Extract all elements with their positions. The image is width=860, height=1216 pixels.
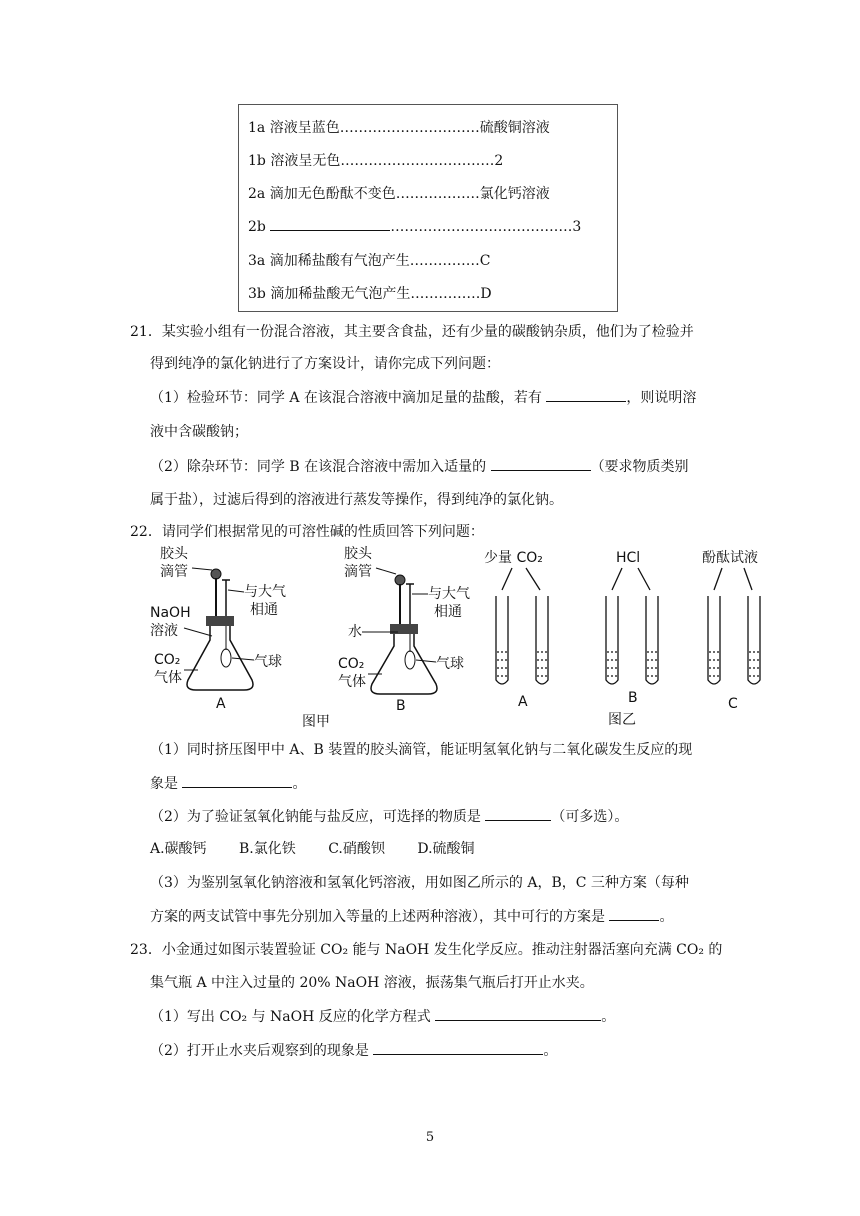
q21-part2-line1: （2）除杂环节：同学 B 在该混合溶液中需加入适量的 （要求物质类别 (150, 456, 689, 477)
q21-part1-line2: 液中含碳酸钠； (150, 424, 248, 440)
q22-blank-2[interactable] (485, 806, 551, 821)
fig-jia-caption: 图甲 (302, 714, 330, 730)
q22-blank-1[interactable] (182, 773, 292, 788)
q22-options (150, 839, 475, 859)
q21-blank-2[interactable] (491, 456, 591, 471)
fig-tubes-phenolphthalein-label: 酚酞试液 (702, 550, 758, 566)
fig-tubes-co2-label: 少量 CO₂ (484, 550, 543, 566)
apparatus-b (338, 545, 470, 714)
key-row-3a: 3a 滴加稀盐酸有气泡产生……………C (248, 253, 491, 269)
fig-tubes-b-label: B (628, 690, 638, 706)
fig-a-gas-label: 气体 (154, 670, 182, 686)
key-blank-2b[interactable] (270, 216, 390, 231)
fig-tubes-hcl-label: HCl (616, 550, 641, 566)
fig-tubes-c-label: C (728, 696, 738, 712)
fig-a-air-label-2: 相通 (250, 602, 278, 618)
key-row-3b: 3b 滴加稀盐酸无气泡产生……………D (248, 286, 492, 302)
fig-b-balloon-label: 气球 (436, 656, 464, 672)
q23-blank-2[interactable] (373, 1040, 543, 1055)
q22-part2-line: （2）为了验证氢氧化钠能与盐反应，可选择的物质是 （可多选）。 (150, 806, 628, 827)
fig-b-dropper-label-2: 滴管 (344, 564, 372, 580)
fig-b-co2-label: CO₂ (338, 656, 365, 672)
fig-a-co2-label: CO₂ (154, 652, 181, 668)
q22-part1-line1: （1）同时挤压图甲中 A、B 装置的胶头滴管，能证明氢氧化钠与二氧化碳发生反应的现 (150, 742, 693, 758)
q23-part1-line: （1）写出 CO₂ 与 NaOH 反应的化学方程式 。 (150, 1006, 615, 1027)
q21-part1-line1: （1）检验环节：同学 A 在该混合溶液中滴加足量的盐酸，若有 ，则说明溶 (150, 387, 696, 408)
fig-a-label: A (216, 696, 226, 712)
q22-stem: 22．请同学们根据常见的可溶性碱的性质回答下列问题： (130, 524, 484, 540)
q23-part2-line: （2）打开止水夹后观察到的现象是 。 (150, 1040, 557, 1061)
q22-option-a: A.碳酸钙 (150, 841, 207, 857)
q22-part3-line1: （3）为鉴别氢氧化钠溶液和氢氧化钙溶液，用如图乙所示的 A，B，C 三种方案（每种 (150, 875, 689, 891)
q21-part2-line2: 属于盐），过滤后得到的溶液进行蒸发等操作，得到纯净的氯化钠。 (150, 492, 563, 508)
fig-yi-caption: 图乙 (608, 712, 636, 728)
q22-part1-line2: 象是 。 (150, 773, 306, 794)
q22-option-c: C.硝酸钡 (328, 841, 385, 857)
q23-blank-1[interactable] (435, 1006, 601, 1021)
fig-tubes-a-label: A (518, 694, 528, 710)
q23-stem-line2: 集气瓶 A 中注入过量的 20% NaOH 溶液，振荡集气瓶后打开止水夹。 (150, 975, 594, 991)
key-row-1a: 1a 溶液呈蓝色…………………………硫酸铜溶液 (248, 120, 550, 136)
q22-blank-3[interactable] (609, 906, 659, 921)
fig-a-balloon-label: 气球 (254, 654, 282, 670)
fig-b-air-label-2: 相通 (434, 604, 462, 620)
q23-stem-line1: 23．小金通过如图示装置验证 CO₂ 能与 NaOH 发生化学反应。推动注射器活塞向充满 CO₂ 的 (130, 942, 723, 958)
fig-a-air-label: 与大气 (244, 584, 286, 600)
q22-option-d: D.硫酸铜 (417, 841, 475, 857)
fig-b-gas-label: 气体 (338, 674, 366, 690)
fig-b-label: B (396, 698, 406, 714)
fig-b-water-label: 水 (348, 624, 362, 640)
q21-stem-line1: 21．某实验小组有一份混合溶液，其主要含食盐，还有少量的碳酸钠杂质，他们为了检验并 (130, 324, 694, 340)
key-row-2b: 2b …………………………………3 (248, 216, 581, 235)
apparatus-a (150, 545, 286, 712)
q22-figure (140, 540, 780, 730)
q21-stem-line2: 得到纯净的氯化钠进行了方案设计，请你完成下列问题： (150, 356, 500, 372)
fig-a-solution-label: 溶液 (150, 623, 178, 639)
q21-blank-1[interactable] (546, 387, 626, 402)
fig-a-naoh-label: NaOH (150, 605, 191, 621)
q22-part3-line2: 方案的两支试管中事先分别加入等量的上述两种溶液），其中可行的方案是 。 (150, 906, 673, 927)
fig-a-dropper-label-2: 滴管 (160, 564, 188, 580)
identification-key-box (238, 104, 618, 312)
key-row-2a: 2a 滴加无色酚酞不变色………………氯化钙溶液 (248, 186, 550, 202)
q22-option-b: B.氯化铁 (239, 841, 296, 857)
key-row-1b: 1b 溶液呈无色……………………………2 (248, 153, 504, 169)
fig-b-dropper-label: 胶头 (344, 546, 372, 562)
page-number: 5 (425, 1130, 435, 1145)
fig-a-dropper-label: 胶头 (160, 546, 188, 562)
fig-b-air-label: 与大气 (428, 586, 470, 602)
test-tubes (484, 549, 760, 728)
